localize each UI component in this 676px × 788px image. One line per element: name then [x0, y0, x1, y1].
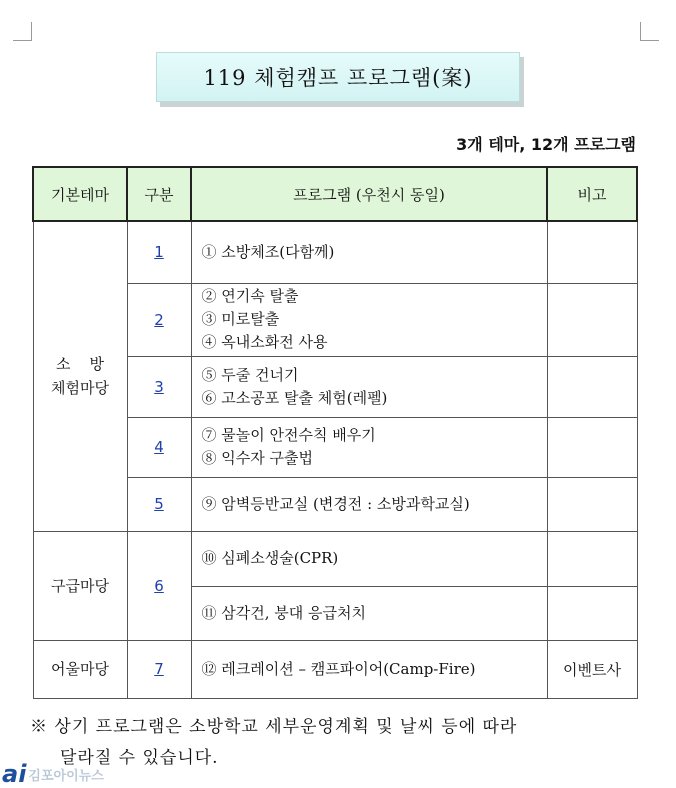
watermark-logo — [2, 762, 104, 786]
program-cell — [191, 221, 547, 283]
remarks-cell — [547, 221, 637, 283]
row-number-cell — [127, 356, 191, 417]
program-item: ⑧ 익수자 구출법 — [201, 449, 313, 467]
program-item: ⑩ 심폐소생술(CPR) — [201, 549, 339, 567]
program-item: ⑤ 두줄 건너기 — [201, 365, 299, 384]
row-number-link[interactable]: 5 — [154, 495, 164, 513]
program-item: ⑦ 물놀이 안전수칙 배우기 — [201, 426, 376, 444]
row-number-link[interactable]: 6 — [154, 576, 164, 595]
program-summary: 3개 테마, 12개 프로그램 — [456, 135, 636, 154]
program-cell — [191, 477, 547, 531]
program-cell — [191, 417, 547, 477]
header-program: 프로그램 (우천시 동일) — [191, 167, 547, 221]
theme-cell-fire — [33, 221, 127, 531]
row-number-link[interactable]: 2 — [154, 310, 164, 329]
program-item: ② 연기속 탈출 — [201, 287, 299, 305]
program-cell — [191, 283, 547, 356]
watermark-logo-name: 김포아이뉴스 — [28, 769, 104, 784]
program-item: ⑥ 고소공포 탈출 체험(레펠) — [201, 388, 388, 407]
theme-label-line2: 체험마당 — [51, 379, 109, 398]
remarks-cell: 이벤트사 — [547, 640, 637, 698]
program-item: ⑫ 레크레이션 – 캠프파이어(Camp-Fire) — [201, 659, 476, 678]
program-cell — [191, 531, 547, 586]
program-cell — [191, 356, 547, 417]
program-item: ③ 미로탈출 — [201, 310, 280, 328]
row-number-cell — [127, 417, 191, 477]
row-number-cell — [127, 221, 191, 283]
table-row — [33, 531, 637, 586]
program-item: ① 소방체조(다함께) — [201, 242, 335, 261]
header-category: 구분 — [127, 167, 191, 221]
document-title-box — [156, 52, 520, 102]
theme-cell-recreation: 어울마당 — [33, 640, 127, 698]
remarks-cell — [547, 283, 637, 356]
row-number-link[interactable]: 4 — [154, 438, 164, 456]
page-corner-mark-top-left — [13, 22, 32, 41]
watermark-logo-mark: ai — [2, 760, 27, 788]
program-cell — [191, 586, 547, 640]
footnote — [30, 712, 640, 774]
program-item: ⑪ 삼각건, 붕대 응급처치 — [201, 603, 366, 622]
row-number-cell — [127, 477, 191, 531]
page-corner-mark-top-right — [640, 22, 659, 41]
remarks-cell — [547, 417, 637, 477]
program-cell — [191, 640, 547, 698]
header-remarks: 비고 — [547, 167, 637, 221]
remarks-cell — [547, 477, 637, 531]
header-theme: 기본테마 — [33, 167, 127, 221]
remarks-cell — [547, 531, 637, 586]
theme-label-line1: 소 방 — [55, 355, 105, 374]
remarks-cell — [547, 356, 637, 417]
row-number-link[interactable]: 7 — [154, 660, 164, 678]
table-row — [33, 221, 637, 283]
remarks-cell — [547, 586, 637, 640]
program-item: ⑨ 암벽등반교실 (변경전 : 소방과학교실) — [201, 494, 470, 513]
document-title: 119 체험캠프 프로그램(案) — [203, 66, 473, 90]
program-table — [32, 166, 638, 699]
row-number-link[interactable]: 1 — [154, 243, 164, 262]
theme-cell-firstaid: 구급마당 — [33, 531, 127, 640]
row-number-cell — [127, 283, 191, 356]
table-header-row — [33, 167, 637, 221]
footnote-line2: 달라질 수 있습니다. — [60, 748, 219, 768]
program-item: ④ 옥내소화전 사용 — [201, 333, 328, 351]
footnote-line1: ※ 상기 프로그램은 소방학교 세부운영계획 및 날씨 등에 따라 — [30, 717, 518, 737]
table-row — [33, 640, 637, 698]
row-number-cell — [127, 531, 191, 640]
row-number-link[interactable]: 3 — [154, 377, 164, 396]
row-number-cell — [127, 640, 191, 698]
